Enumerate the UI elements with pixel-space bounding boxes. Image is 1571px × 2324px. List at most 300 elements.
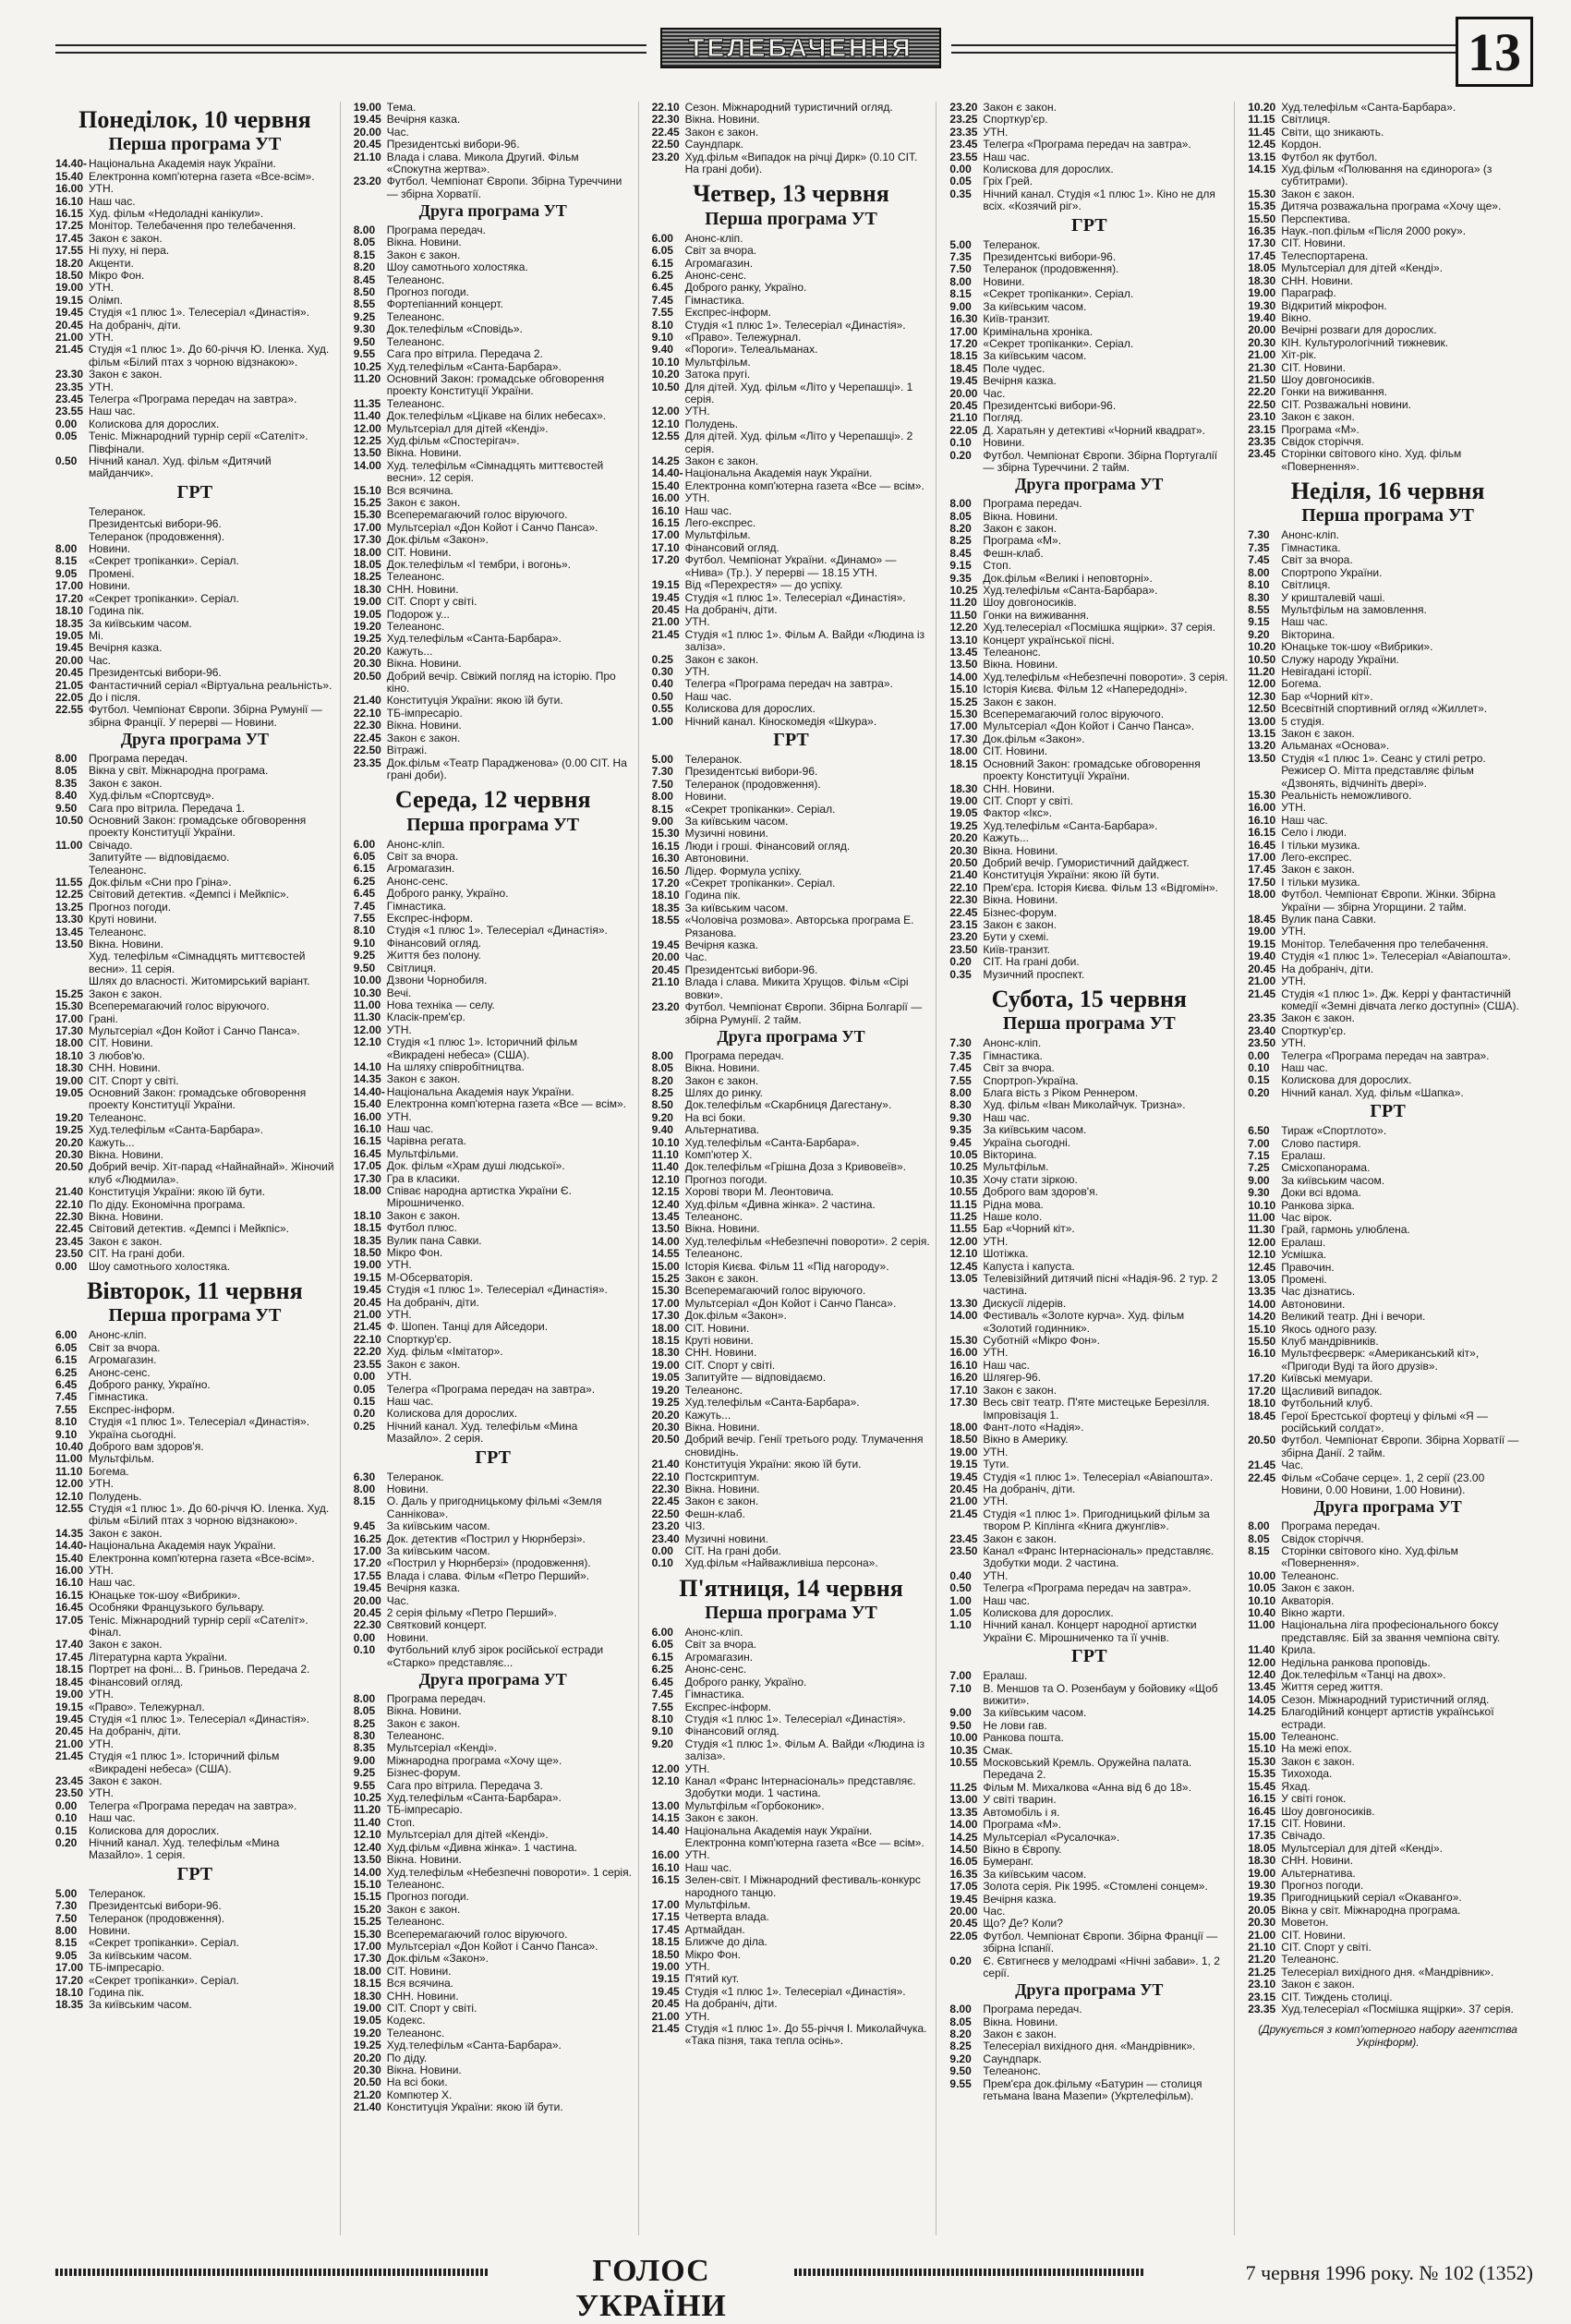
program-entry: [55, 642, 334, 654]
program-entry: [949, 820, 1228, 832]
program-time: 9.00: [949, 1706, 972, 1720]
program-entry: [1248, 436, 1528, 448]
program-title: Телегра «Програма передач на завтра».: [89, 1798, 297, 1812]
program-entry: [55, 1075, 334, 1087]
program-entry: [55, 1025, 334, 1037]
program-title: Мультфільм.: [983, 1160, 1049, 1174]
program-title: СІТ. Новини.: [1281, 1928, 1346, 1942]
program-title: Ералаш.: [1281, 1148, 1326, 1162]
program-title: Вікно в Європу.: [983, 1842, 1062, 1856]
program-title: Вікна. Новини.: [983, 509, 1058, 523]
program-title: Вікна. Новини.: [386, 1853, 462, 1867]
program-time: 22.05: [55, 690, 84, 704]
program-time: 9.10: [651, 1725, 673, 1738]
program-time: 7.45: [949, 1061, 972, 1075]
program-title: Худ.телефільм «Небезпечні повороти». 2 серія.: [684, 1234, 930, 1248]
program-entry: [949, 1397, 1228, 1422]
program-time: 9.00: [1248, 1173, 1270, 1187]
program-entry: [949, 919, 1228, 931]
program-entry: [949, 1844, 1228, 1856]
program-time: 19.25: [353, 632, 381, 646]
program-entry: [354, 127, 633, 139]
program-title: Всеперемагаючий голос віруючого.: [684, 1284, 866, 1298]
program-entry: [949, 188, 1228, 213]
program-time: 19.00: [651, 1358, 680, 1372]
day-heading: Четвер, 13 червня: [693, 180, 889, 208]
program-entry: [354, 1718, 633, 1730]
program-title: Національна ліга професіонального боксу представляє. Бій за звання чемпіона світу.: [1281, 1618, 1501, 1644]
program-time: 13.10: [949, 633, 978, 647]
program-entry: [1248, 1472, 1528, 1497]
program-title: За київським часом.: [983, 299, 1087, 313]
program-entry: [949, 931, 1228, 943]
program-title: Анонс-сенс.: [89, 1365, 151, 1379]
program-entry: [652, 282, 931, 294]
program-entry: [1248, 139, 1528, 151]
program-entry: [949, 2053, 1228, 2065]
program-entry: [949, 1248, 1228, 1260]
program-time: 8.50: [651, 1098, 673, 1112]
program-title: Вечірня казка.: [684, 938, 758, 952]
program-entry: [354, 1693, 633, 1705]
program-time: 21.40: [353, 694, 381, 708]
program-entry: [949, 708, 1228, 720]
program-title: «Секрет тропіканки». Серіал.: [89, 554, 239, 568]
program-time: 21.10: [353, 150, 381, 163]
program-entry: [1248, 852, 1528, 864]
program-entry: [55, 332, 334, 344]
program-title: Капуста і капуста.: [983, 1259, 1075, 1273]
program-time: 14.40-15.40: [55, 157, 88, 183]
program-title: Вечірня казка.: [386, 113, 461, 127]
program-time: 18.15: [949, 757, 978, 770]
program-entry: [1248, 1262, 1528, 1274]
program-time: 6.00: [55, 1328, 78, 1342]
program-title: Перспектива.: [1281, 212, 1351, 225]
program-time: 15.00: [1248, 1730, 1276, 1744]
program-title: Наш час.: [684, 1860, 732, 1874]
program-entry: [949, 1087, 1228, 1099]
program-entry: [354, 1730, 633, 1742]
program-entry: [652, 1495, 931, 1507]
program-entry: [55, 1615, 334, 1640]
program-title: Постскриптум.: [684, 1470, 760, 1483]
program-entry: [652, 369, 931, 381]
program-title: Док.фільм «Сни про Гріна».: [89, 876, 232, 890]
program-entry: [1248, 1299, 1528, 1311]
program-title: «Секрет тропіканки». Серіал.: [983, 287, 1134, 301]
program-entry: [354, 1570, 633, 1582]
program-title: Монітор. Телебачення про телебачення.: [89, 219, 296, 233]
program-entry: [1248, 237, 1528, 249]
program-time: 0.00: [55, 1798, 78, 1812]
program-entry: [949, 251, 1228, 263]
program-time: 13.15: [1248, 150, 1276, 163]
program-entry: [652, 604, 931, 616]
program-time: 9.15: [949, 559, 972, 573]
program-time: 17.45: [1248, 248, 1276, 262]
program-time: 11.55: [55, 876, 83, 890]
program-entry: [55, 543, 334, 555]
program-time: 18.10: [1248, 1397, 1276, 1410]
program-title: Док. фільм «Храм душі людської».: [386, 1159, 565, 1173]
program-entry: [1248, 616, 1528, 628]
program-title: Гімнастика.: [983, 1048, 1043, 1062]
program-title: Музичні новини.: [684, 827, 768, 841]
program-title: Телеанонс.: [386, 272, 445, 286]
program-entry: [949, 375, 1228, 387]
program-entry: [1248, 1373, 1528, 1385]
program-entry: [652, 716, 931, 728]
program-title: Худ.телефільм «Санта-Барбара».: [386, 359, 562, 373]
program-time: 19.00: [1248, 286, 1276, 300]
program-title: Доброго ранку, Україно.: [386, 887, 509, 901]
program-title: Для дітей. Худ. фільм «Літо у Черепашці». 1 серія.: [684, 380, 913, 406]
program-time: 0.50: [651, 689, 673, 703]
program-entry: [949, 956, 1228, 968]
program-time: 9.10: [651, 330, 673, 344]
program-entry: [1248, 1274, 1528, 1286]
program-time: 21.40: [949, 868, 978, 882]
program-entry: [1248, 1905, 1528, 1917]
program-title: Телеанонс.: [983, 2064, 1041, 2078]
program-title: Мультфільми.: [386, 1146, 459, 1160]
program-entry: [652, 703, 931, 715]
program-entry: [949, 1037, 1228, 1049]
program-title: Люди і гроші. Фінансовий огляд.: [684, 839, 851, 853]
program-title: Світ за вчора.: [89, 1340, 161, 1354]
program-entry: [354, 1867, 633, 1879]
program-entry: [949, 276, 1228, 288]
program-title: СІТ. Новини.: [386, 1964, 452, 1978]
program-entry: [1248, 399, 1528, 411]
program-time: 17.30: [1248, 236, 1276, 250]
program-title: Закон є закон.: [983, 1531, 1057, 1545]
program-time: 8.30: [1248, 590, 1270, 604]
program-entry: [1248, 262, 1528, 274]
program-entry: [1248, 1694, 1528, 1706]
program-entry: [652, 1949, 931, 1961]
program-time: 17.00: [949, 324, 978, 338]
program-entry: [354, 423, 633, 435]
program-time: 22.45: [1248, 1471, 1276, 1484]
program-entry: [55, 938, 334, 950]
program-entry: [949, 857, 1228, 869]
program-title: На всі боки.: [684, 1110, 746, 1124]
program-title: Наш час.: [1281, 1060, 1328, 1074]
program-title: Автоновини.: [684, 852, 749, 865]
program-entry: [949, 720, 1228, 732]
program-title: СНН. Новини.: [386, 582, 459, 596]
program-title: Закон є закон.: [983, 1383, 1057, 1397]
program-entry: [949, 585, 1228, 597]
program-entry: [949, 263, 1228, 275]
program-time: 15.10: [353, 483, 381, 497]
program-time: 20.50: [353, 669, 381, 683]
program-time: 8.00: [1248, 565, 1270, 579]
program-entry: [652, 1825, 931, 1850]
program-time: 13.50: [949, 658, 978, 672]
program-time: 18.15: [949, 349, 978, 363]
program-time: 18.30: [353, 1989, 381, 2003]
program-title: Студія «1 плюс 1». Сеанс у стилі ретро. Режисер О. Мітта представляє фільм «Дзвонять, відчиніть двері».: [1281, 751, 1486, 790]
program-entry: [1248, 287, 1528, 299]
program-entry: [354, 1953, 633, 1965]
program-entry: [1248, 1336, 1528, 1348]
program-entry: [354, 876, 633, 888]
program-time: 17.05: [353, 1159, 381, 1173]
day-heading: Середа, 12 червня: [394, 786, 591, 814]
program-entry: [354, 274, 633, 286]
program-title: На добраніч, діти.: [684, 1997, 778, 2011]
program-entry: [1248, 592, 1528, 604]
program-title: Є. Євтигнеєв у мелодрамі «Нічні забави». 1, 2 серії.: [983, 1954, 1220, 1979]
program-time: 0.35: [949, 967, 972, 981]
program-entry: [1248, 1459, 1528, 1471]
program-time: 18.45: [1248, 1409, 1276, 1422]
program-title: Вікно.: [1281, 310, 1311, 324]
program-time: 18.30: [651, 1346, 680, 1360]
program-entry: [354, 1346, 633, 1358]
program-entry: [1248, 250, 1528, 262]
program-time: 17.00: [353, 520, 381, 534]
program-time: 8.05: [949, 2015, 972, 2028]
program-time: 13.50: [353, 446, 381, 460]
program-entry: [652, 1298, 931, 1310]
program-title: Футбол. Чемпіонат Європи. Збірна Франції — збірна Іспанії.: [983, 1929, 1218, 1955]
program-title: Телеанонс.: [386, 309, 445, 323]
program-entry: [949, 1261, 1228, 1273]
program-title: Програма передач.: [386, 1691, 487, 1705]
program-title: Нічний канал. Худ. фільм «Шапка».: [1281, 1085, 1464, 1099]
program-time: 19.45: [353, 1581, 381, 1595]
column-2: [354, 102, 639, 2235]
program-entry: [949, 1508, 1228, 1533]
program-title: Вікна. Новини.: [386, 446, 462, 460]
footer-rule-left: [55, 2269, 489, 2276]
program-entry: [652, 1137, 931, 1149]
program-time: 13.50: [1248, 751, 1276, 765]
channel-heading: Перша програма УТ: [705, 208, 877, 229]
program-title: Футбол. Чемпіонат Європи. Збірна Хорватії — збірна Данії. 2 тайм.: [1281, 1434, 1519, 1459]
program-entry: [949, 1422, 1228, 1434]
program-time: 19.45: [55, 1712, 84, 1725]
program-title: Закон є закон.: [1281, 410, 1355, 424]
program-title: Світовий детектив. «Демпсі і Мейкпіс».: [89, 888, 289, 902]
program-entry: [949, 1483, 1228, 1495]
program-entry: [652, 1075, 931, 1087]
program-entry: [949, 1545, 1228, 1570]
program-time: 12.25: [55, 888, 84, 902]
program-entry: [55, 1937, 334, 1949]
program-title: Не лови гав.: [983, 1718, 1047, 1732]
program-entry: [949, 498, 1228, 510]
program-time: 10.25: [353, 1791, 381, 1805]
program-title: Канал «Франс Інтернасіональ» представляє. Здобутки моди. 2 частина.: [983, 1543, 1215, 1570]
program-time: 20.45: [949, 1482, 978, 1495]
program-entry: [949, 350, 1228, 362]
program-entry: [949, 1670, 1228, 1682]
program-title: СІТ. Новини.: [684, 1321, 750, 1335]
program-entry: [1248, 1138, 1528, 1150]
program-entry: [354, 1767, 633, 1779]
program-time: 10.00: [353, 974, 381, 987]
program-time: 18.30: [949, 781, 978, 795]
program-time: 17.20: [651, 877, 680, 890]
program-entry: [949, 783, 1228, 795]
program-time: 11.00: [55, 838, 83, 852]
program-title: Телеанонс.: [1281, 1730, 1339, 1744]
program-title: Новини.: [89, 542, 131, 556]
program-time: 19.25: [55, 1123, 84, 1137]
program-title: Гонки на виживання.: [983, 608, 1090, 622]
program-entry: [55, 1652, 334, 1664]
program-time: 16.10: [1248, 813, 1276, 827]
program-entry: [652, 1211, 931, 1223]
program-entry: [652, 579, 931, 591]
program-title: Телегра «Програма передач на завтра».: [1281, 1048, 1490, 1062]
program-entry: [652, 1199, 931, 1211]
program-title: УТН.: [1281, 974, 1307, 988]
program-entry: [1248, 1768, 1528, 1780]
program-entry: [354, 1929, 633, 1941]
program-entry: [354, 1359, 633, 1371]
program-entry: [949, 412, 1228, 424]
program-entry: [55, 183, 334, 195]
program-entry: [354, 460, 633, 485]
program-time: 16.30: [949, 312, 978, 326]
program-time: 12.45: [1248, 138, 1276, 151]
program-title: Промені.: [89, 566, 135, 580]
program-time: 20.00: [55, 653, 84, 667]
program-entry: [652, 467, 931, 492]
program-title: Наш час.: [983, 1358, 1030, 1372]
program-title: На шляху співробітництва.: [386, 1059, 525, 1073]
program-entry: [949, 1298, 1228, 1310]
program-time: 22.10: [651, 1470, 680, 1483]
program-time: 12.10: [55, 1489, 84, 1503]
program-time: 9.45: [353, 1519, 376, 1533]
program-time: 15.30: [949, 1334, 978, 1348]
program-time: 8.25: [949, 534, 972, 548]
program-time: 7.00: [949, 1669, 972, 1683]
program-time: 8.00: [353, 1691, 376, 1705]
program-title: Конституція України: якою їй бути.: [684, 1458, 862, 1471]
program-title: Наш час.: [386, 1121, 434, 1135]
program-title: Вікна. Новини.: [89, 1210, 163, 1223]
program-title: П'ятий кут.: [684, 1972, 740, 1986]
program-title: Прогноз погоди.: [89, 900, 172, 914]
program-title: Кордон.: [1281, 138, 1322, 151]
program-time: 8.05: [651, 1061, 673, 1075]
program-time: [55, 531, 89, 543]
program-entry: [949, 1683, 1228, 1708]
program-time: 21.00: [651, 2009, 680, 2023]
program-entry: [1248, 654, 1528, 666]
program-title: Худ.фільм «Спортсвуд».: [89, 789, 215, 803]
program-title: Четверта влада.: [684, 1910, 769, 1924]
program-title: Історія Києва. Фільм 12 «Напередодні».: [983, 683, 1188, 696]
program-time: 9.50: [949, 1718, 972, 1732]
program-title: Футбол як футбол.: [1281, 150, 1378, 163]
program-entry: [354, 1284, 633, 1296]
program-time: 16.25: [353, 1531, 381, 1545]
program-title: Мі.: [89, 628, 103, 642]
program-title: Закон є закон.: [386, 495, 461, 509]
program-time: 9.10: [55, 1427, 78, 1441]
program-time: 10.20: [1248, 102, 1276, 114]
program-time: 15.30: [353, 508, 381, 522]
program-time: 10.20: [651, 368, 680, 381]
program-time: 17.00: [651, 528, 680, 542]
program-time: 19.00: [651, 1960, 680, 1974]
program-time: 23.45: [949, 1531, 978, 1545]
program-title: Наук.-поп.фільм «Після 2000 року».: [1281, 224, 1467, 238]
program-title: Фактор «Ікс».: [983, 806, 1053, 820]
program-entry: [1248, 362, 1528, 374]
program-title: Акценти.: [89, 256, 134, 270]
program-entry: [55, 1962, 334, 1974]
program-time: 19.15: [651, 1972, 680, 1986]
program-time: 8.40: [55, 789, 78, 803]
program-entry: [354, 1011, 633, 1023]
program-title: Закон є закон.: [386, 248, 461, 261]
program-entry: [354, 1160, 633, 1172]
program-time: 5.00: [55, 1886, 78, 1900]
program-title: Закон є закон.: [983, 521, 1057, 535]
program-time: 9.20: [1248, 627, 1270, 641]
program-title: На добраніч, діти.: [1281, 962, 1374, 975]
program-title: Мультфільм.: [684, 1898, 751, 1912]
program-entry: [1248, 1410, 1528, 1435]
program-title: УТН.: [684, 1848, 710, 1862]
program-title: Шоу самотнього холостяка.: [89, 1259, 230, 1273]
program-entry: [55, 430, 334, 455]
program-title: Година пік.: [89, 604, 145, 618]
program-entry: [354, 863, 633, 875]
program-time: 19.25: [353, 2039, 381, 2052]
program-time: 19.00: [949, 793, 978, 807]
program-title: Бути у схемі.: [983, 930, 1049, 944]
program-time: 0.10: [651, 1556, 673, 1570]
program-time: 7.55: [949, 1073, 972, 1087]
program-title: На добраніч, діти.: [89, 318, 181, 332]
program-time: 23.50: [55, 1786, 84, 1800]
program-time: 23.15: [949, 917, 978, 931]
program-entry: [652, 1248, 931, 1260]
program-entry: [354, 547, 633, 559]
program-entry: [652, 2011, 931, 2023]
program-title: Вікна. Новини.: [684, 113, 760, 127]
program-time: 22.30: [651, 113, 680, 127]
program-time: 22.30: [949, 893, 978, 907]
program-time: 20.20: [55, 1135, 84, 1149]
program-entry: [949, 1856, 1228, 1868]
program-title: Колискова для дорослих.: [684, 702, 816, 716]
program-title: Вікна у світ. Міжнародна програма.: [89, 764, 269, 778]
program-time: 16.00: [1248, 801, 1276, 815]
program-entry: [652, 233, 931, 245]
program-time: 14.40: [651, 1823, 680, 1837]
program-entry: [354, 1222, 633, 1234]
program-title: Нова техніка — селу.: [386, 998, 495, 1011]
program-title: Шоу самотнього холостяка.: [386, 260, 528, 274]
program-title: Телеанонс.: [1281, 1568, 1339, 1582]
program-title: УТН.: [684, 615, 710, 629]
program-title: СНН. Новини.: [1281, 1854, 1353, 1868]
program-time: 12.10: [651, 1773, 680, 1787]
program-time: 17.30: [353, 1171, 381, 1185]
